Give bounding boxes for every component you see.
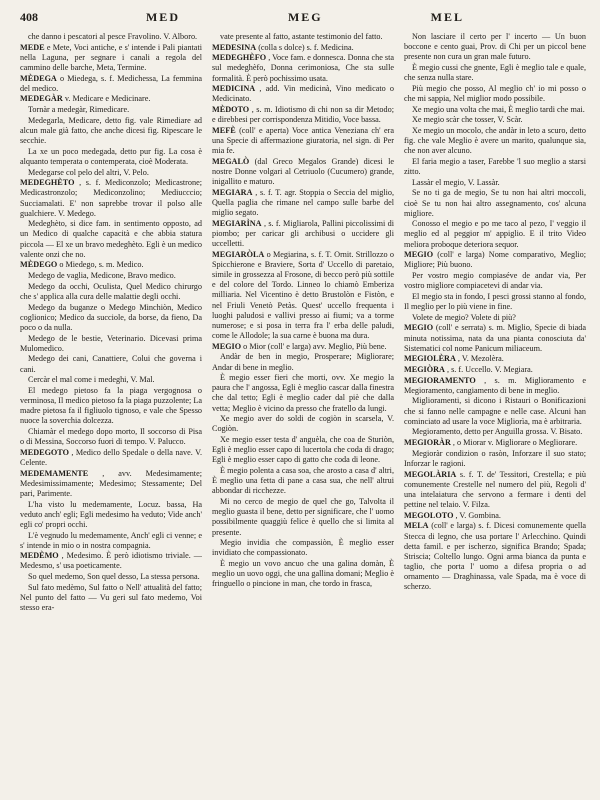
dictionary-subentry — [20, 531, 202, 551]
entry-text: So quel medemo, Son quel desso, La stessa persona. — [28, 572, 200, 582]
dictionary-subentry — [212, 32, 394, 42]
entry-text: Megioramento, detto per Anguilla grossa. V. Bisato. — [412, 427, 583, 437]
dictionary-subentry — [404, 449, 586, 469]
entry-text: Se no ti ga de megio, Se tu non hai altri moccoli, cioè Se tu non hai altro assegnamento, cos' alcuna migliore. — [404, 188, 586, 218]
entry-text: Medeghèto, si dice fam. in sentimento opposto, ad un Medico di qualche capacità e che abbia statura piccola — El xe un bravo medeghèto. Egli è un medico valente onzi che no. — [20, 219, 202, 259]
entry-text: (coll' e aperta) Voce antica Veneziana ch' era una Specie di affermazione giuratoria, nel sign. di Per mia fe. — [212, 125, 394, 156]
entry-headword: MEDÈMO — [20, 551, 59, 561]
entry-text: L'è vegnudo lu medemamente, Anch' egli ci venne; e s' intende in mio o in nostra compagnia. — [20, 530, 202, 550]
column-left — [20, 32, 202, 792]
dictionary-subentry — [20, 427, 202, 447]
dictionary-entry — [212, 126, 394, 156]
entry-text: Medego da occhi, Oculista, Quel Medico chirurgo che s' applica alla cura delle malattie degli occhi. — [20, 281, 202, 301]
entry-headword: MEDE — [20, 42, 45, 52]
entry-text: , Medico dello Spedale o della nave. V. Celente. — [20, 447, 202, 467]
entry-text: Andàr de ben in megio, Prosperare; Migliorare; Andar di bene in meglio. — [212, 352, 394, 372]
dictionary-subentry — [212, 466, 394, 496]
entry-text: , s. m. Miglioramento e Megioramento, cangiamento di bene in meglio. — [404, 375, 586, 395]
dictionary-subentry — [404, 188, 586, 218]
dictionary-entry — [404, 511, 586, 521]
entry-headword: MEGIARÌNA — [212, 218, 262, 228]
dictionary-entry — [20, 43, 202, 73]
dictionary-entry — [20, 94, 202, 104]
entry-headword: MEGOLOTO — [404, 510, 454, 520]
entry-text: , Medesimo. È però idiotismo triviale. — Medesmo, s' usa poeticamente. — [20, 551, 202, 571]
dictionary-entry — [404, 323, 586, 353]
dictionary-subentry — [212, 373, 394, 414]
page-number: 408 — [20, 10, 38, 24]
running-head-right: MEL — [430, 10, 464, 24]
dictionary-entry — [404, 354, 586, 364]
entry-headword: MEDESINA — [212, 42, 257, 52]
entry-text: Medego de le bestie, Veterinario. Dicevasi prima Mulomedico. — [20, 333, 202, 353]
entry-text: , s. f. T. agr. Stoppia o Seccia del miglio, Quella paglia che rimane nel campo sulle barbe del miglio segato. — [212, 187, 394, 218]
entry-text: Mi no cerco de megio de quel che go, Talvolta il meglio guasta il bene, detto per significare, che l' uomo possibilmente quaggiù felice è quello che si limita al presente. — [212, 497, 394, 537]
entry-text: Cercàr el mal come i medeghi, V. Mal. — [28, 375, 155, 385]
entry-headword: MEFÈ — [212, 125, 236, 135]
entry-text: Medegarla, Medicare, detto fig. vale Rimediare ad alcun male già fatto, che anche dicesi fig. Ripescare le secchie. — [20, 115, 202, 146]
dictionary-entry — [212, 188, 394, 218]
entry-text: Tornàr a medegàr, Rimedicare. — [28, 105, 130, 115]
entry-headword: MEGIORAMENTO — [404, 375, 476, 385]
dictionary-subentry — [20, 500, 202, 530]
entry-text: Non lasciare il certo per l' incerto — Un buon boccone e cento guai, Prov. di Chi per un piccol bene presente non cura un gran male futuro. — [404, 32, 586, 62]
entry-text: Più megio che posso, Al meglio ch' io mi posso o che mi sappia, Nel miglior modo possibile. — [404, 83, 586, 103]
dictionary-entry — [404, 470, 586, 511]
entry-text: Xe megio una volta che mai, È meglio tardi che mai. — [412, 104, 585, 114]
entry-text: (coll' e larga) s. f. Dicesi comunemente quella Stecca di legno, che usa portare l' Arlecchino. Quindi detta famil. e per ischerzo, significa Brando; Spada; Striscia; Coltello lungo. Ogni arma bianca da punta e taglio, che porta l' uomo a difesa propria o ad ornamento — Draghinassa, vale Spada, ma è voce di scherzo. — [404, 521, 586, 592]
dictionary-subentry — [212, 497, 394, 538]
entry-text: Xe megio scàr che tosser, V. Scàr. — [412, 115, 523, 125]
dictionary-subentry — [404, 157, 586, 177]
dictionary-subentry — [20, 105, 202, 115]
text-columns — [20, 32, 586, 792]
dictionary-subentry — [404, 396, 586, 426]
entry-text: , Voce fam. e donnesca. Donna che sta sul medeghèfo, Donna cerimoniosa, Che sta sulle formalità. È però pochissimo usata. — [212, 53, 394, 83]
running-head-center: MEG — [287, 10, 323, 24]
entry-text: o Miedega, s. f. Medichessa, La femmina del medico. — [20, 73, 202, 93]
entry-text: Megioràr condizion o rasòn, Inforzare il suo stato; Inforzar le ragioni. — [404, 448, 586, 468]
entry-text: , s. f. Uccello. V. Megiara. — [446, 365, 533, 374]
dictionary-entry — [212, 43, 394, 53]
entry-text: (coll' e serrata) s. m. Miglio, Specie di biada minuta notissima, nata da una pianta conosciuta da' Sistematici col nome Panicum miliaceum. — [404, 323, 586, 353]
entry-text: È megio esser fieri che morti, ovv. Xe megio la paura che l' angossa, Egli è meglio cascar dalla finestra che dal tetto; Egli è meglio cader dal piè che dalla vetta; Meglio è vicino da presso che fratello da lungi. — [212, 373, 394, 413]
dictionary-subentry — [404, 271, 586, 291]
dictionary-entry — [404, 376, 586, 396]
entry-text: Miglioramenti, si dicono i Ristauri o Bonificazioni che si fanno nelle campagne e nelle case. Alcuni han cominciato ad usare la voce Migliorìa, ma è arbitraria. — [404, 396, 586, 426]
entry-headword: MEGIO — [404, 250, 434, 260]
entry-text: o Mior (coll' e larga) avv. Meglio, Più bene. — [243, 341, 387, 351]
dictionary-subentry — [20, 147, 202, 167]
entry-headword: MEGOLÀRIA — [404, 469, 457, 479]
entry-text: v. Medicare e Medicinare. — [64, 94, 151, 104]
entry-text: Conosso el megio e po me taco al pezo, I' veggio il meglio ed al peggior m' appiglio. E il trito Video meliora proboque deteriora sequor. — [404, 219, 586, 249]
entry-text: Sul fato medèmo, Sul fatto o Nell' attualità del fatto; Nel punto del fatto — Vu geri sul fato medemo, Voi stesso era- — [20, 582, 202, 613]
entry-headword: MEGIARÒLA — [212, 249, 265, 259]
entry-text: , o Miorar v. Migliorare o Megliorare. — [452, 438, 578, 448]
dictionary-subentry — [404, 178, 586, 188]
entry-text: (dal Greco Megalos Grande) dicesi le nostre Donne volgari al Cetriuolo (Cucumero) grande, inigallito e maturo. — [212, 156, 394, 187]
dictionary-subentry — [212, 414, 394, 434]
entry-text: È megio polenta a casa soa, che arosto a casa d' altri, È meglio una fetta di pane a casa sua, che nell' altrui abbondar di ricchezze. — [212, 466, 394, 496]
entry-text: Megio invidia che compassiòn, È meglio esser invidiato che compassionato. — [212, 538, 394, 558]
entry-text: , avv. Medesimamente; Medesimissimamente; Medesimo; Stessamente; Del pari, Parimente. — [20, 468, 202, 498]
entry-headword: MEDEGHÈFO — [212, 53, 267, 63]
entry-headword: MÈDEGO — [20, 260, 58, 270]
entry-text: Xe megio un mocolo, che andàr in leto a scuro, detto fig. che vale Meglio è avere un marito, qualunque sia, che non aver alcuno. — [404, 125, 586, 156]
entry-text: vate presente al fatto, astante testimonio del fatto. — [220, 32, 383, 41]
entry-text: (coll' e larga) Nome comparativo, Meglio; Migliore; Più buono. — [404, 250, 586, 270]
entry-text: , s. m. Idiotismo di chi non sa dir Metodo; e direbbesi per corrispondenza Mitidio, Voce bassa. — [212, 105, 394, 125]
dictionary-entry — [404, 438, 586, 448]
entry-text: Volete de megio? Volete di più? — [412, 312, 516, 322]
entry-text: e Mete, Voci antiche, e s' intende i Pali piantati nella Laguna, per segnare i canali a regola del cammino delle barche, Meta, Termine. — [20, 42, 202, 72]
page-header — [20, 10, 586, 32]
dictionary-subentry — [404, 427, 586, 437]
entry-text: s. f. T. de' Tessitori, Crestella; e più comunemente Crestelle nel numero del più, Regoli d' una intelaiatura che servono a fermare i denti del pettine nel telaio. V. Filza. — [404, 469, 586, 510]
entry-text: È megio un vovo ancuo che una galina domàn, È meglio un uovo oggi, che una gallina domani; Meglio è fringuello o pincione in man, che tordo in frasca, — [212, 558, 394, 589]
entry-text: o Megiarina, s. f. T. Ornit. Strillozzo o Spicchierone e Braviere, Sorta d' Uccello di paretaio, simile in grossezza al Frosone, di becco però più sottile e del colore del Tordo. Linneo lo chiamò Emberiza milliaria. Nel Vicentino è detto Brustolòn e Fistòn, e nel Friuli Venetò Petàs. Quest' uccello frequenta i luoghi paludosi e vallivi presso ai fiumi; va a torme numerose; e si posa in terra fra l' erba delle paludi, come le Allodole; la sua carne è buona ma dura. — [212, 249, 394, 341]
entry-text: Lassàr el megio, V. Lassàr. — [412, 177, 500, 187]
entry-text: , add. Vin medicinà, Vino medicato o Medicinato. — [212, 84, 394, 104]
dictionary-subentry — [20, 168, 202, 178]
entry-text: L'ha visto lu medemamente, Locuz. bassa, Ha veduto anch' egli; Egli medesimo ha veduto; Vide anch' egli co' propri occhi. — [20, 499, 202, 529]
dictionary-entry — [212, 53, 394, 83]
dictionary-entry — [20, 448, 202, 468]
dictionary-subentry — [20, 334, 202, 354]
entry-headword: MEGALÒ — [212, 156, 250, 166]
dictionary-entry — [212, 219, 394, 249]
entry-text: o Miedego, s. m. Medico. — [59, 260, 144, 270]
entry-headword: MEGIOLÈRA — [404, 354, 456, 364]
dictionary-entry — [20, 469, 202, 499]
dictionary-subentry — [404, 126, 586, 156]
column-middle — [212, 32, 394, 792]
entry-headword: MELA — [404, 521, 429, 531]
entry-text: El faria megio a taser, Farebbe 'l suo meglio a starsi zitto. — [404, 156, 586, 177]
dictionary-subentry — [20, 219, 202, 260]
entry-headword: MEGIÒRA — [404, 365, 445, 374]
dictionary-subentry — [404, 219, 586, 249]
dictionary-subentry — [212, 352, 394, 372]
entry-text: La xe un poco medegada, detto pur fig. La cosa è alquanto temperata o contemperata, cioè Moderata. — [20, 146, 202, 166]
dictionary-entry — [212, 157, 394, 187]
entry-text: El medego pietoso fa la piaga vergognosa o verminosa, Il medico pietoso fa la piaga puzzolente; La madre pietosa fa il figliuolo tignoso, e vale che Spesso nuoce la soverchia dolcezza. — [20, 385, 202, 426]
dictionary-entry — [20, 74, 202, 94]
entry-headword: MEDEMAMENTE — [20, 468, 89, 478]
dictionary-entry — [404, 250, 586, 270]
entry-text: (colla s dolce) s. f. Medicina. — [258, 42, 354, 52]
dictionary-subentry — [212, 559, 394, 589]
entry-headword: MEGIARA — [212, 187, 253, 197]
entry-text: Medego da buganze o Medego Minchiòn, Medico coglionico; Medico da succiole, da borse, da fieno, Da poco o da nulla. — [20, 302, 202, 332]
entry-headword: MEDEGHÈTO — [20, 178, 75, 188]
entry-text: , V. Gombina. — [455, 510, 501, 520]
entry-headword: MEDICINA — [212, 84, 256, 94]
dictionary-subentry — [404, 32, 586, 62]
dictionary-subentry — [404, 313, 586, 323]
entry-headword: MEGIO — [212, 341, 242, 351]
entry-text: Per vostro megio compiaséve de andar via, Per vostro migliore compiacetevi di andar via. — [404, 271, 586, 291]
dictionary-subentry — [404, 105, 586, 115]
entry-text: Medegarse col pelo del altri, V. Pelo. — [28, 167, 149, 177]
dictionary-entry — [212, 342, 394, 352]
dictionary-subentry — [20, 303, 202, 333]
entry-text: Chiamàr el medego dopo morto, Il soccorso di Pisa o di Messina, Soccorso fuori di tempo. V. Palucco. — [20, 426, 202, 447]
dictionary-entry — [212, 105, 394, 125]
entry-headword: MÈDOTO — [212, 105, 250, 115]
dictionary-entry — [212, 84, 394, 104]
entry-text: , s. f. Migliarola, Pallini piccolissimi di piombo; per caricar gli archibusi o uccidere gli uccelletti. — [212, 218, 394, 249]
dictionary-subentry — [20, 282, 202, 302]
dictionary-entry — [212, 250, 394, 341]
dictionary-subentry — [404, 292, 586, 312]
dictionary-entry — [20, 260, 202, 270]
entry-headword: MÈDEGA — [20, 73, 57, 83]
dictionary-subentry — [404, 84, 586, 104]
dictionary-subentry — [20, 32, 202, 42]
entry-headword: MEGIORÀR — [404, 438, 451, 448]
dictionary-entry — [20, 178, 202, 219]
dictionary-subentry — [20, 354, 202, 374]
dictionary-subentry — [404, 63, 586, 83]
entry-text: El megio sta in fondo, I pesci grossi stanno al fondo, Il meglio per lo più viene in fine. — [404, 291, 586, 312]
entry-text: Medego dei cani, Canattiere, Colui che governa i cani. — [20, 354, 202, 374]
entry-headword: MEDEGÀR — [20, 94, 63, 104]
dictionary-subentry — [20, 572, 202, 582]
dictionary-entry — [20, 551, 202, 571]
running-head-left: MED — [145, 10, 180, 24]
entry-text: Xe megio esser testa d' anguèla, che coa de Sturiòn, Egli è meglio esser capo di lucertola che coda di drago; Egli è meglio esser capo di gatto che coda di leone. — [212, 435, 394, 465]
dictionary-entry — [404, 521, 586, 592]
dictionary-subentry — [20, 386, 202, 427]
dictionary-subentry — [212, 435, 394, 465]
dictionary-subentry — [20, 116, 202, 146]
entry-text: Xe megio aver do soldi de cogiòn in scarsela, V. Cogiòn. — [212, 414, 394, 434]
dictionary-entry — [404, 365, 586, 375]
entry-text: che danno i pescatori al pesce Fravolino. V. Alboro. — [28, 32, 198, 41]
dictionary-subentry — [212, 538, 394, 558]
entry-text: Medego de vaglia, Medicone, Bravo medico. — [28, 271, 176, 281]
entry-text: , s. f. Mediconzolo; Medicastrone; Medicastronzolo; Mediconzolino; Mediucccio; Succiamalati. E' non saprebbe trovar il polso alle gualchiere. V. Medego. — [20, 178, 202, 218]
entry-text: È megio cussi che gnente, Egli è meglio tale e quale, che senza nulla stare. — [404, 62, 586, 83]
entry-headword: MEDEGOTO — [20, 447, 69, 457]
dictionary-subentry — [20, 375, 202, 385]
entry-text: , V. Mezolèra. — [457, 354, 504, 364]
dictionary-subentry — [404, 115, 586, 125]
dictionary-subentry — [20, 271, 202, 281]
entry-headword: MEGIO — [404, 323, 434, 333]
column-right — [404, 32, 586, 792]
dictionary-subentry — [20, 583, 202, 613]
